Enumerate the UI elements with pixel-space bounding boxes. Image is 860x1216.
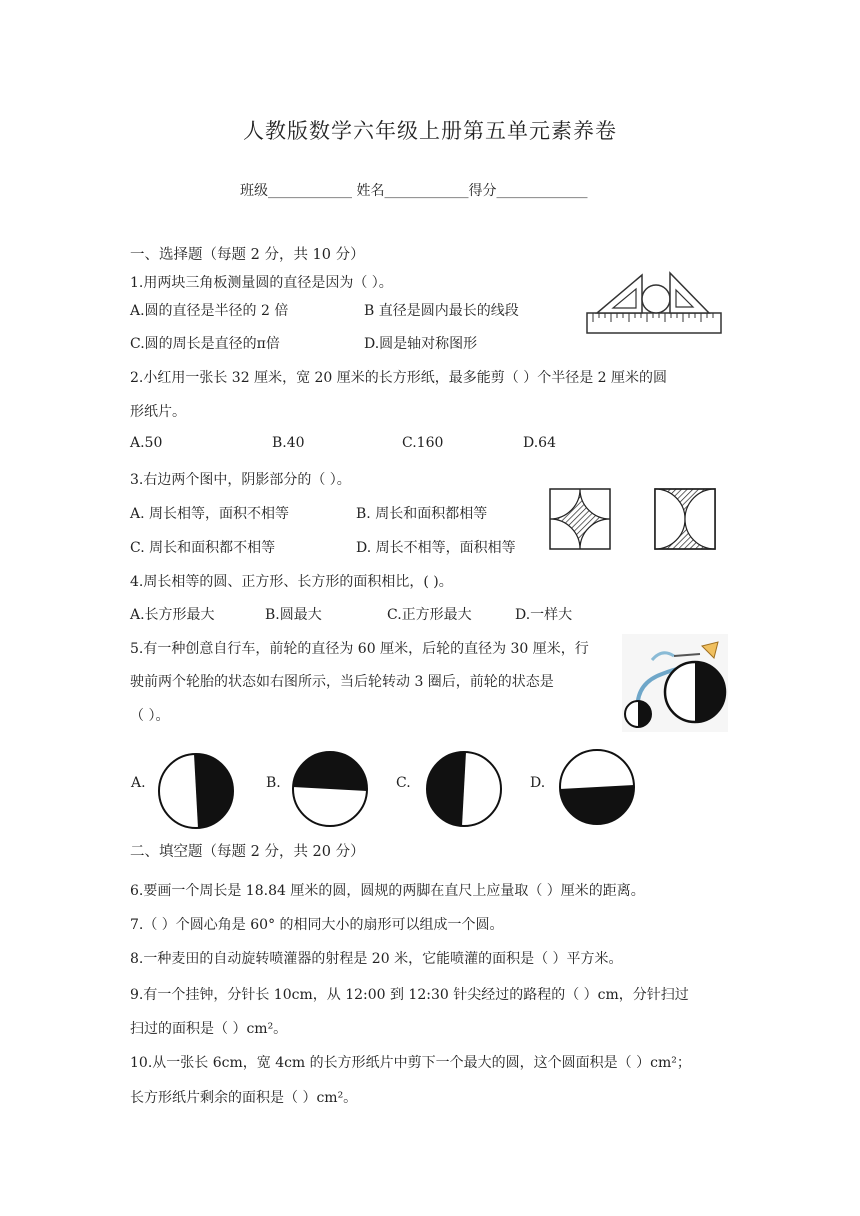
question-4-option-a: A.长方形最大 (130, 607, 215, 623)
section-one-heading: 一、选择题（每题 2 分，共 10 分） (130, 247, 365, 263)
shaded-semicircles-square-figure (654, 488, 716, 550)
question-4-option-b: B.圆最大 (265, 607, 322, 623)
question-5-line1: 5.有一种创意自行车，前轮的直径为 60 厘米，后轮的直径为 30 厘米，行 (130, 641, 589, 657)
question-1-option-c: C.圆的周长是直径的π倍 (130, 336, 280, 352)
question-5-option-a-label: A. (131, 775, 146, 791)
question-10-line2: 长方形纸片剩余的面积是（ ）cm²。 (130, 1090, 358, 1106)
student-info-line: 班级____________ 姓名____________得分_____________ (240, 183, 588, 199)
question-1-stem: 1.用两块三角板测量圆的直径是因为（ ）。 (130, 275, 393, 291)
wheel-option-b (291, 750, 369, 828)
wheel-option-c (425, 750, 503, 828)
question-3-option-a: A. 周长相等，面积不相等 (130, 506, 290, 522)
question-2-option-c: C.160 (402, 435, 444, 451)
question-1-option-b: B 直径是圆内最长的线段 (364, 303, 519, 319)
question-8: 8.一种麦田的自动旋转喷灌器的射程是 20 米，它能喷灌的面积是（ ）平方米。 (130, 951, 623, 967)
question-3-option-b: B. 周长和面积都相等 (356, 506, 488, 522)
question-4-option-c: C.正方形最大 (387, 607, 472, 623)
wheel-option-a (157, 752, 235, 830)
bicycle-figure (622, 634, 728, 732)
question-4-option-d: D.一样大 (515, 607, 573, 623)
shaded-star-square-figure (549, 488, 611, 550)
question-7: 7.（ ）个圆心角是 60° 的相同大小的扇形可以组成一个圆。 (130, 917, 504, 933)
wheel-option-d (558, 748, 636, 826)
question-4-stem: 4.周长相等的圆、正方形、长方形的面积相比，( )。 (130, 574, 453, 590)
question-2-option-a: A.50 (130, 435, 163, 451)
question-5-option-c-label: C. (396, 775, 411, 791)
question-5-line2: 驶前两个轮胎的状态如右图所示，当后轮转动 3 圈后，前轮的状态是 (130, 674, 554, 690)
ruler-triangles-figure (585, 270, 725, 340)
question-6: 6.要画一个周长是 18.84 厘米的圆，圆规的两脚在直尺上应量取（ ）厘米的距离。 (130, 883, 645, 899)
section-two-heading: 二、填空题（每题 2 分，共 20 分） (130, 844, 365, 860)
question-2-stem-line2: 形纸片。 (130, 404, 186, 420)
question-3-option-d: D. 周长不相等，面积相等 (356, 540, 516, 556)
question-5-line3: （ ）。 (130, 708, 170, 724)
question-9-line1: 9.有一个挂钟，分针长 10cm，从 12:00 到 12:30 针尖经过的路程的（ ）cm，分针扫过 (130, 987, 689, 1003)
question-2-option-b: B.40 (272, 435, 305, 451)
question-2-option-d: D.64 (523, 435, 556, 451)
question-2-stem-line1: 2.小红用一张长 32 厘米，宽 20 厘米的长方形纸，最多能剪（ ）个半径是 2 厘米的圆 (130, 370, 668, 386)
question-3-option-c: C. 周长和面积都不相等 (130, 540, 276, 556)
question-9-line2: 扫过的面积是（ ）cm²。 (130, 1021, 288, 1037)
question-5-option-d-label: D. (530, 775, 546, 791)
question-10-line1: 10.从一张长 6cm，宽 4cm 的长方形纸片中剪下一个最大的圆，这个圆面积是（ ）cm²； (130, 1055, 691, 1071)
question-1-option-d: D.圆是轴对称图形 (364, 336, 478, 352)
question-3-stem: 3.右边两个图中，阴影部分的（ ）。 (130, 472, 351, 488)
page-title: 人教版数学六年级上册第五单元素养卷 (243, 119, 617, 143)
question-5-option-b-label: B. (266, 775, 281, 791)
question-1-option-a: A.圆的直径是半径的 2 倍 (130, 303, 289, 319)
